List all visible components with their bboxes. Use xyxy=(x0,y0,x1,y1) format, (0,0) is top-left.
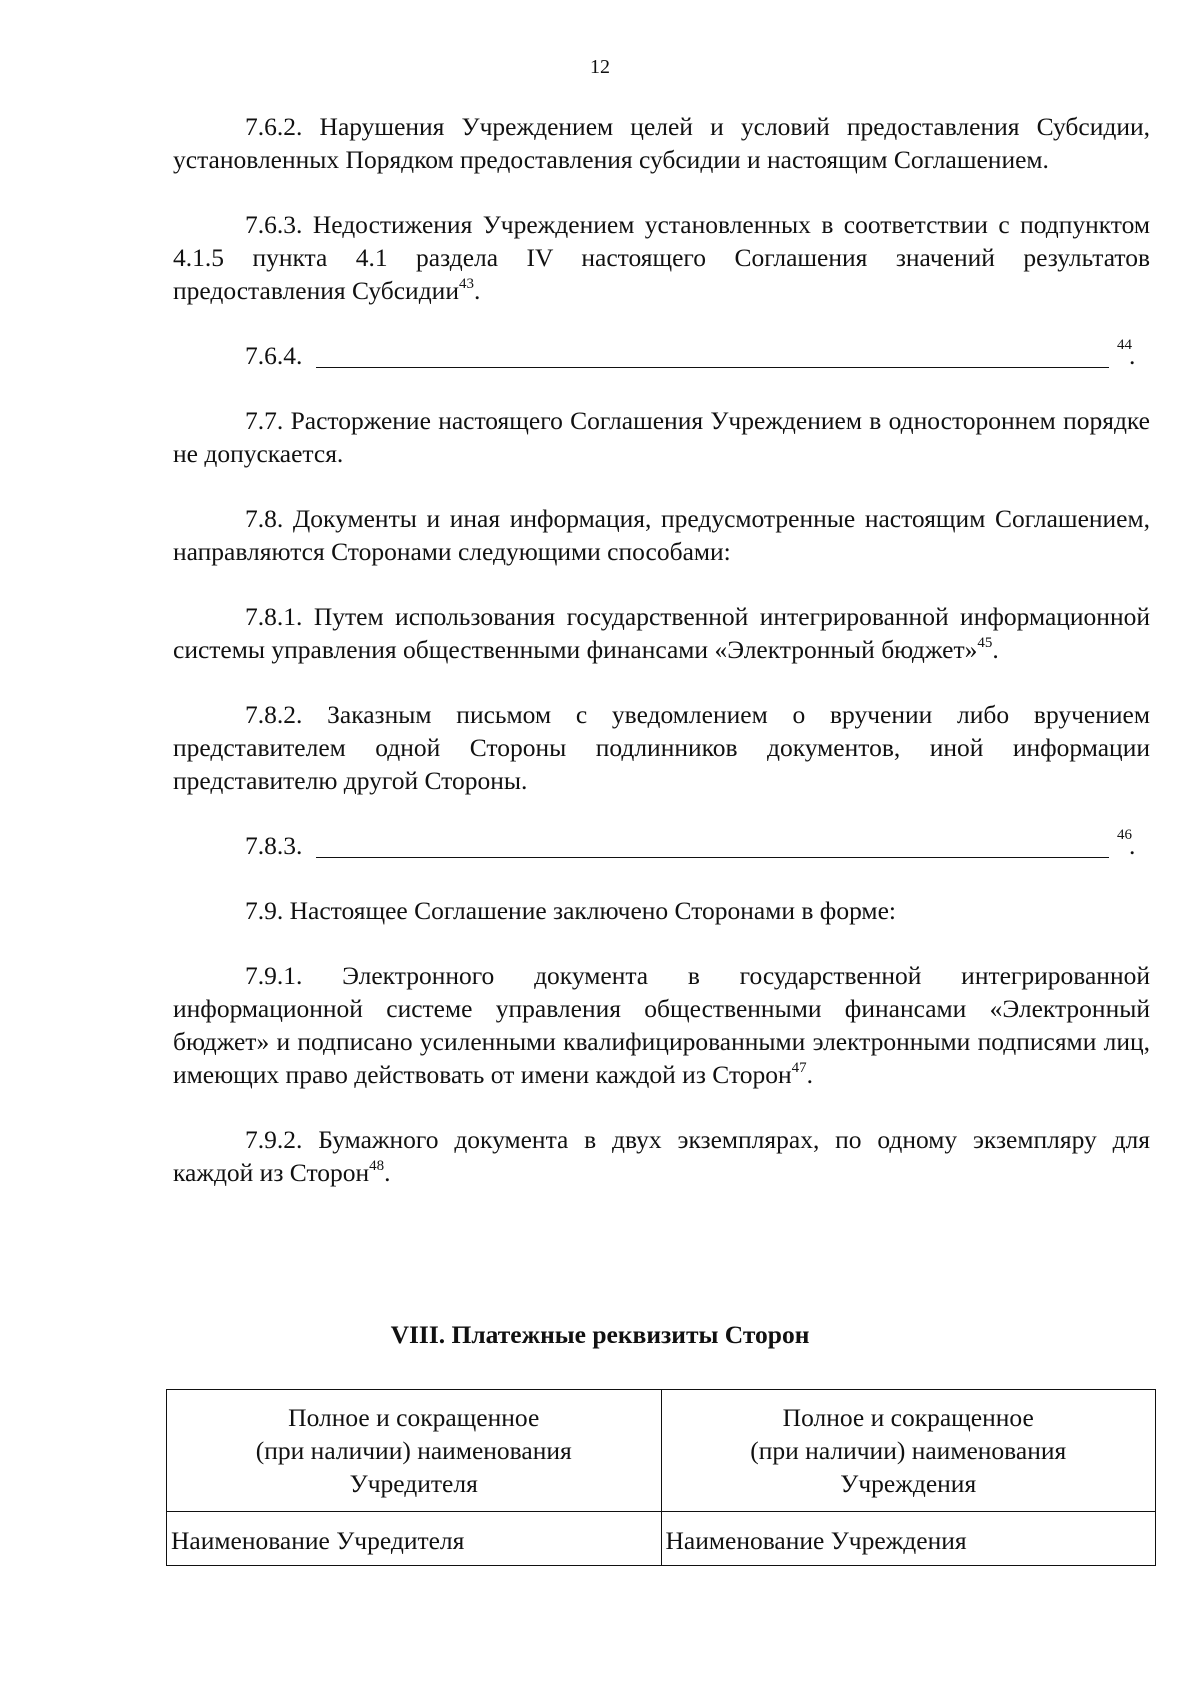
paragraph-7-7 xyxy=(173,404,1150,470)
paragraph-7-9-2 xyxy=(173,1123,1150,1189)
paragraph-number: 7.6.2. xyxy=(245,112,303,141)
page-number: 12 xyxy=(590,56,610,78)
header-line: Полное и сокращенное xyxy=(782,1403,1034,1432)
paragraph-text: Электронного документа в государственной интегрированной информационной системе управления общественными финансами «Электронный бюджет» и подписано усиленными квалифицированными электронными подписями лиц, имеющих право действовать от имени каждой из Сторон xyxy=(173,961,1150,1089)
paragraph-7-8 xyxy=(173,502,1150,568)
paragraph-number: 7.6.4. xyxy=(245,341,303,370)
paragraph-7-8-3 xyxy=(173,829,1150,862)
paragraph-text: Недостижения Учреждением установленных в соответствии с подпунктом 4.1.5 пункта 4.1 раздела IV настоящего Соглашения значений результатов предоставления Субсидии xyxy=(173,210,1151,305)
paragraph-end: . xyxy=(806,1060,814,1089)
paragraph-7-6-2 xyxy=(173,110,1150,176)
paragraph-number: 7.9.2. xyxy=(245,1125,303,1154)
paragraph-number: 7.8. xyxy=(245,504,284,533)
paragraph-number: 7.8.3. xyxy=(245,831,303,860)
paragraph-7-8-1 xyxy=(173,600,1150,666)
document-body xyxy=(173,110,1150,1221)
paragraph-number: 7.7. xyxy=(245,406,284,435)
paragraph-number: 7.8.2. xyxy=(245,700,303,729)
paragraph-text: Путем использования государственной интегрированной информационной системы управления общественными финансами «Электронный бюджет» xyxy=(173,602,1150,664)
blank-fill-line xyxy=(316,857,1109,858)
section-title: VIII. Платежные реквизиты Сторон xyxy=(390,1320,810,1349)
table-row xyxy=(167,1512,1156,1566)
paragraph-end: . xyxy=(992,635,999,664)
paragraph-7-8-2 xyxy=(173,698,1150,797)
table-header-row xyxy=(167,1390,1156,1512)
paragraph-number: 7.6.3. xyxy=(245,210,303,239)
table-header-cell-founder xyxy=(167,1390,662,1512)
paragraph-number: 7.8.1. xyxy=(245,602,303,631)
paragraph-7-9-1 xyxy=(173,959,1150,1091)
paragraph-7-9 xyxy=(173,894,1150,927)
footnote-ref: 43 xyxy=(458,275,474,292)
footnote-ref: 46 xyxy=(1117,827,1132,843)
payment-details-table xyxy=(166,1389,1156,1566)
paragraph-end: . xyxy=(1129,831,1136,860)
paragraph-text: Настоящее Соглашение заключено Сторонами в форме: xyxy=(289,896,896,925)
paragraph-7-6-3 xyxy=(173,208,1150,307)
footnote-ref: 44 xyxy=(1117,337,1132,353)
table-header-cell-institution xyxy=(661,1390,1156,1512)
header-line: Учреждения xyxy=(840,1469,977,1498)
paragraph-text: Расторжение настоящего Соглашения Учреждением в одностороннем порядке не допускается. xyxy=(173,406,1150,468)
paragraph-end: . xyxy=(384,1158,391,1187)
blank-fill-line xyxy=(316,367,1109,368)
paragraph-number: 7.9. xyxy=(245,896,284,925)
table-cell-institution-name: Наименование Учреждения xyxy=(661,1512,1156,1566)
paragraph-text: Документы и иная информация, предусмотренные настоящим Соглашением, направляются Сторонами следующими способами: xyxy=(173,504,1151,566)
header-line: (при наличии) наименования xyxy=(255,1436,572,1465)
footnote-ref: 47 xyxy=(791,1059,807,1076)
paragraph-text: Заказным письмом с уведомлением о вручении либо вручением представителем одной Стороны подлинников документов, иной информации представителю другой Стороны. xyxy=(173,700,1151,795)
paragraph-text: Нарушения Учреждением целей и условий предоставления Субсидии, установленных Порядком предоставления субсидии и настоящим Соглашением. xyxy=(173,112,1151,174)
paragraph-end: . xyxy=(1129,341,1136,370)
header-line: (при наличии) наименования xyxy=(750,1436,1067,1465)
paragraph-number: 7.9.1. xyxy=(245,961,303,990)
footnote-ref: 48 xyxy=(369,1157,385,1174)
paragraph-end: . xyxy=(473,276,481,305)
footnote-ref: 45 xyxy=(977,634,993,651)
paragraph-7-6-4 xyxy=(173,339,1150,372)
header-line: Учредителя xyxy=(349,1469,478,1498)
header-line: Полное и сокращенное xyxy=(288,1403,540,1432)
paragraph-text: Бумажного документа в двух экземплярах, по одному экземпляру для каждой из Сторон xyxy=(173,1125,1151,1187)
table-cell-founder-name: Наименование Учредителя xyxy=(167,1512,662,1566)
